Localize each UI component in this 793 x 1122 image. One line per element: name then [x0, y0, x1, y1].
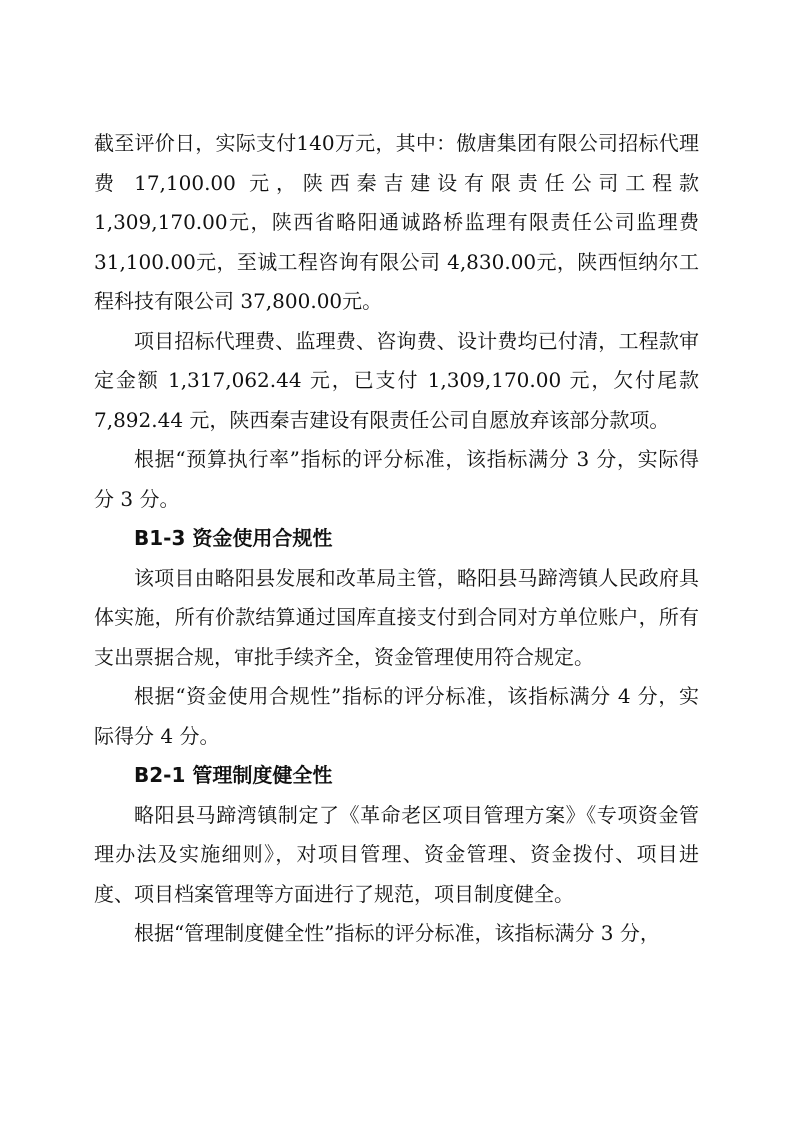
paragraph-fund-compliance-score: 根据“资金使用合规性”指标的评分标准，该指标满分 4 分，实际得分 4 分。	[94, 684, 699, 748]
document-page	[94, 124, 699, 954]
paragraph-management-system-score: 根据“管理制度健全性”指标的评分标准，该指标满分 3 分，	[134, 921, 660, 945]
paragraph-payment-settlement: 项目招标代理费、监理费、咨询费、设计费均已付清，工程款审定金额 1,317,062.44 元，已支付 1,309,170.00 元，欠付尾款 7,892.44 元，陕西秦吉建设有限责任公司自愿放弃该部分款项。	[94, 328, 699, 432]
section-heading-management-system: B2-1 管理制度健全性	[134, 763, 333, 787]
paragraph-management-system: 略阳县马蹄湾镇制定了《革命老区项目管理方案》《专项资金管理办法及实施细则》，对项目管理、资金管理、资金拨付、项目进度、项目档案管理等方面进行了规范，项目制度健全。	[94, 802, 699, 906]
paragraph-fund-compliance: 该项目由略阳县发展和改革局主管，略阳县马蹄湾镇人民政府具体实施，所有价款结算通过国库直接支付到合同对方单位账户，所有支出票据合规，审批手续齐全，资金管理使用符合规定。	[94, 565, 699, 669]
paragraph-budget-score: 根据“预算执行率”指标的评分标准，该指标满分 3 分，实际得分 3 分。	[94, 447, 699, 511]
section-heading-fund-compliance: B1-3 资金使用合规性	[134, 526, 333, 550]
paragraph-payment-details: 截至评价日，实际支付140万元，其中：傲唐集团有限公司招标代理费 17,100.00 元，陕西秦吉建设有限责任公司工程款 1,309,170.00元，陕西省略阳通诚路桥监理有限责任公司监理费 31,100.00元，至诚工程咨询有限公司 4,830.00元，陕西恒纳尔工程科技有限公司 37,800.00元。	[94, 131, 699, 313]
